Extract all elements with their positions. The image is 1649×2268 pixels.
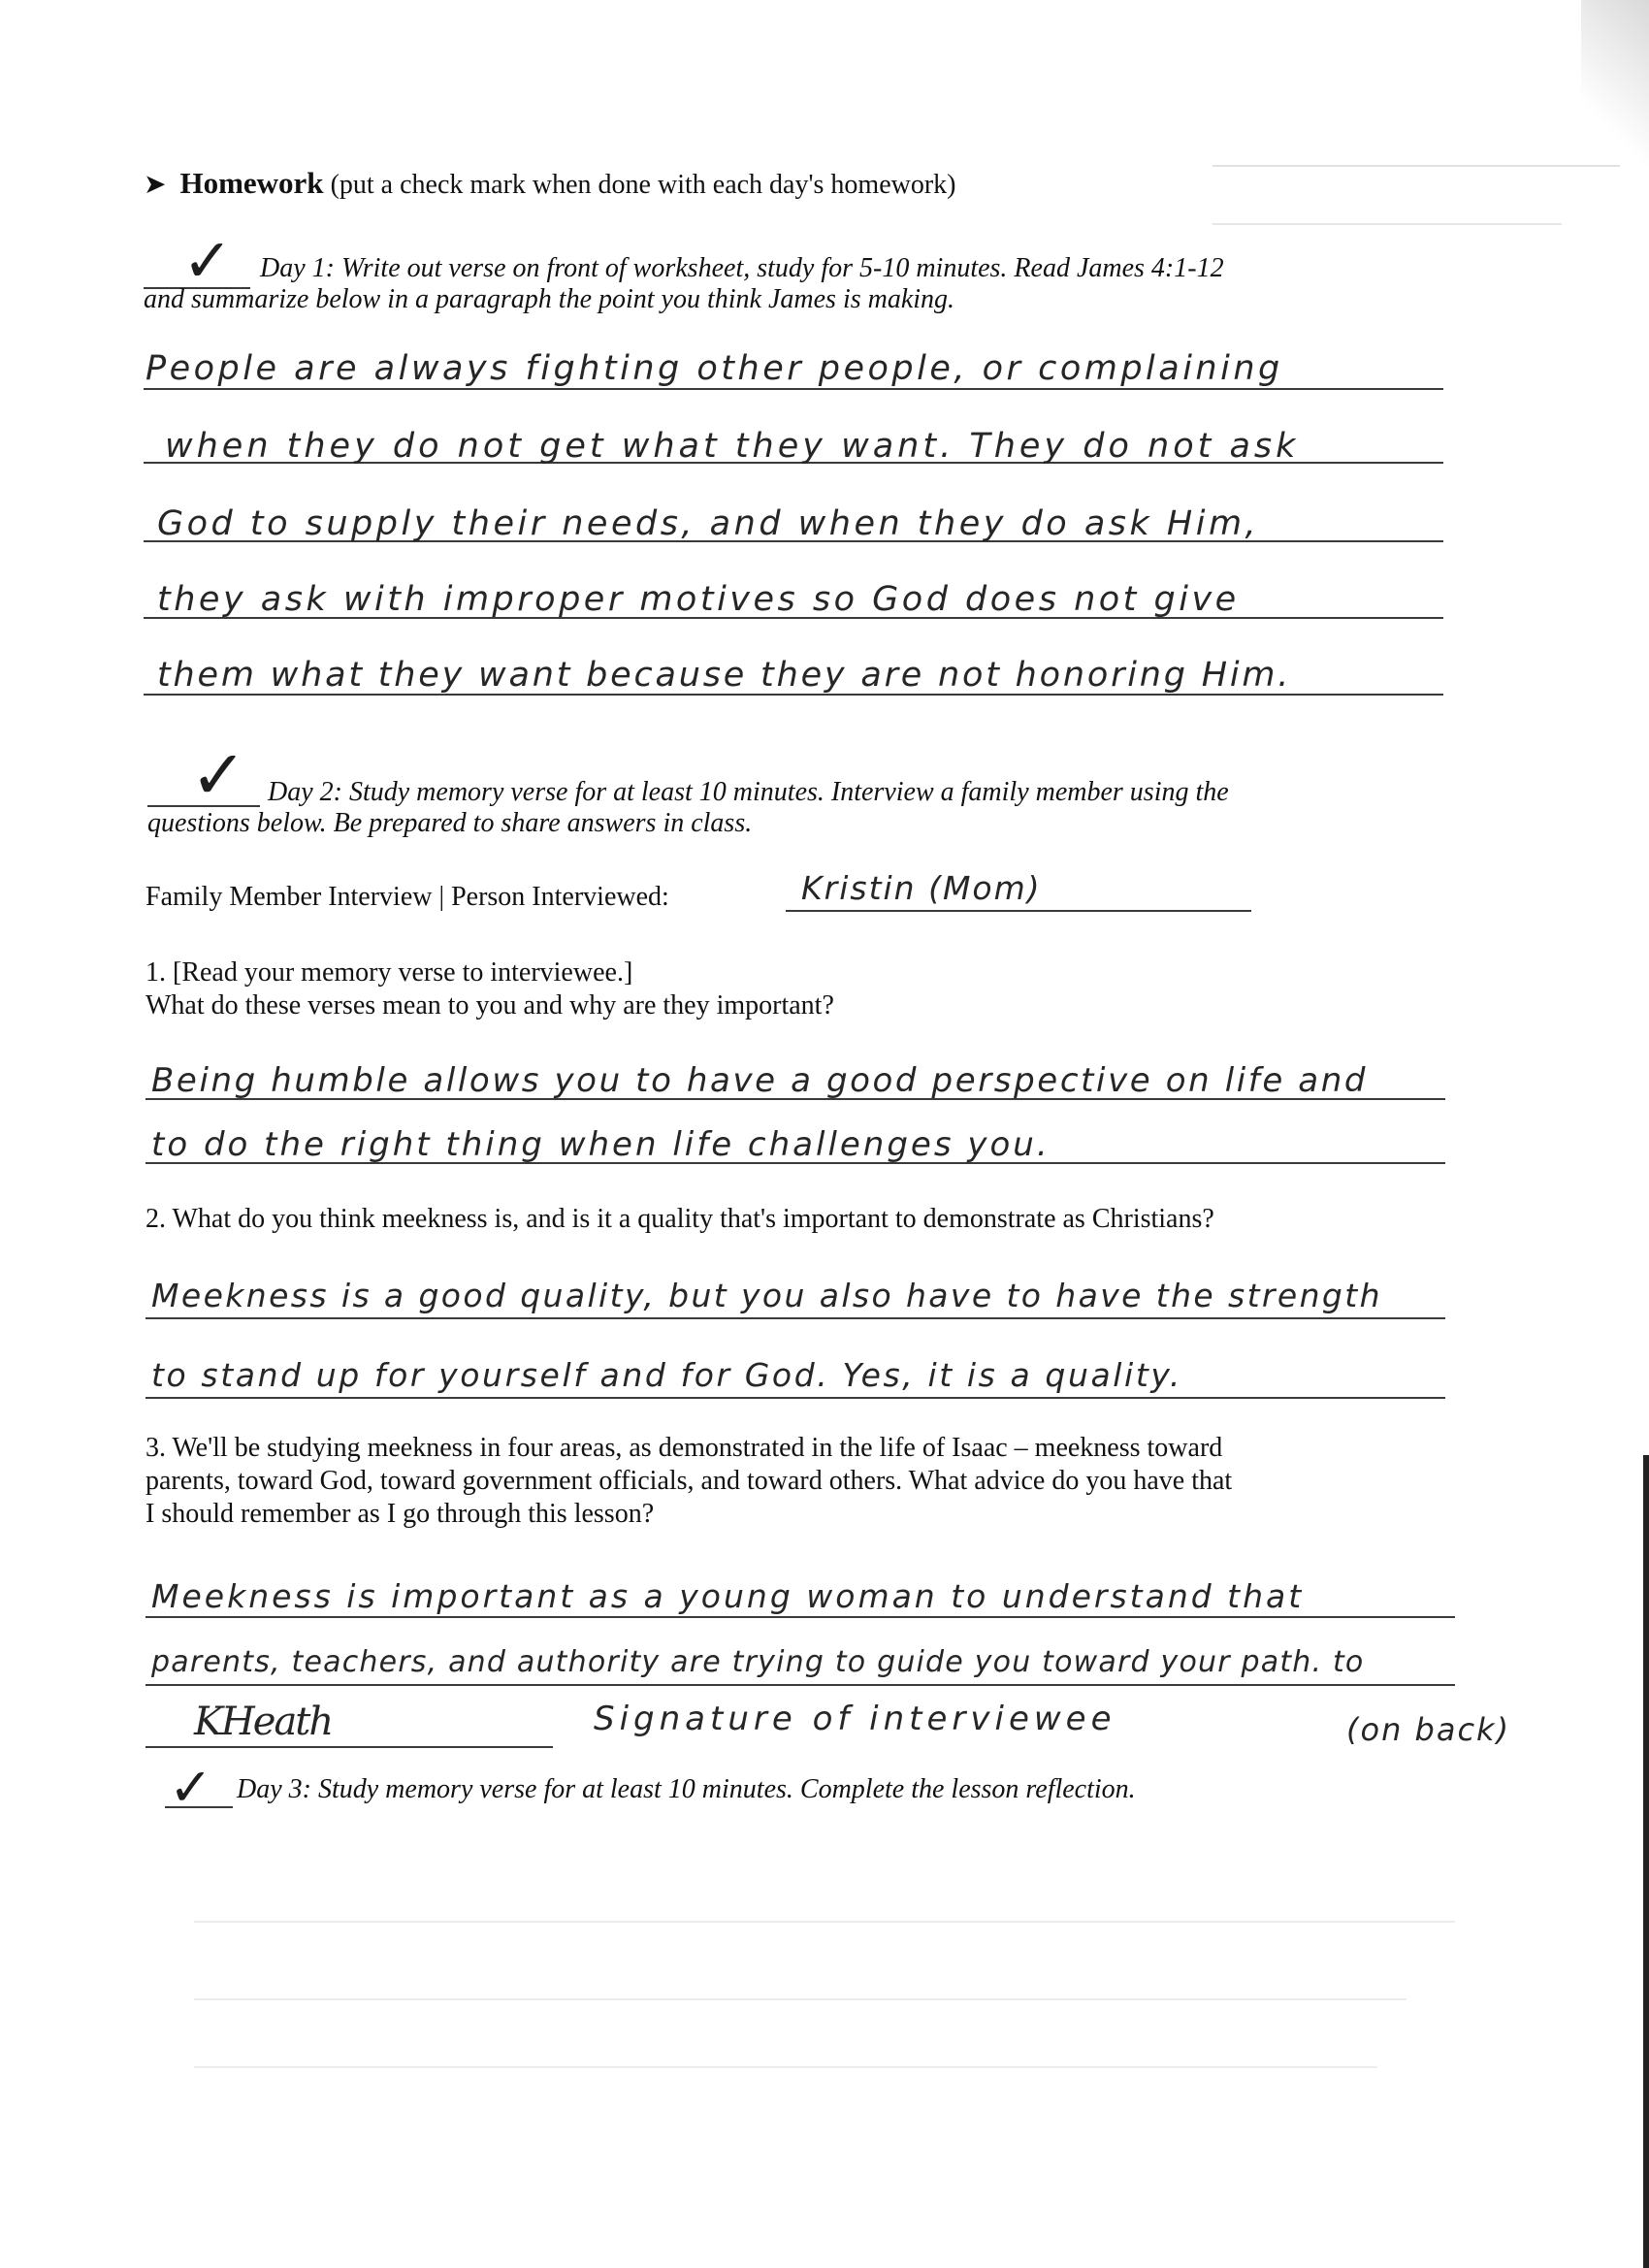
day1-answer-line-3: God to supply their needs, and when they do ask Him, (157, 504, 1260, 543)
day2-instructions-line1: Day 2: Study memory verse for at least 10 minutes. Interview a family member using the (268, 777, 1229, 807)
continued-on-back-note: (on back) (1346, 1711, 1511, 1748)
answer-line (144, 388, 1443, 390)
question-3-line2: parents, toward God, toward government officials, and toward others. What advice do you have that (146, 1466, 1233, 1496)
homework-header (144, 167, 956, 202)
interview-label: Family Member Interview | Person Interviewed: (146, 882, 669, 912)
homework-subtitle: (put a check mark when done with each day's homework) (330, 170, 956, 200)
question-3-line1: 3. We'll be studying meekness in four areas, as demonstrated in the life of Isaac – meekness toward (146, 1433, 1223, 1463)
interviewee-name: Kristin (Mom) (801, 869, 1042, 907)
bullet-arrow-icon: ➤ (144, 170, 167, 200)
interviewee-line (786, 910, 1251, 912)
question-1-line2: What do these verses mean to you and why are they important? (146, 990, 834, 1021)
question-2: 2. What do you think meekness is, and is it a quality that's important to demonstrate as Christians? (146, 1204, 1214, 1234)
answer-2-line-1: Meekness is a good quality, but you also have to have the strength (151, 1277, 1382, 1314)
answer-3-line-2: parents, teachers, and authority are trying to guide you toward your path. to (151, 1645, 1365, 1679)
day1-answer-line-2: when they do not get what they want. They do not ask (165, 427, 1300, 466)
question-3-line3: I should remember as I go through this lesson? (146, 1499, 655, 1529)
scan-edge (1643, 1455, 1649, 2268)
answer-3-line-1: Meekness is important as a young woman to understand that (151, 1577, 1305, 1615)
day1-answer-line-5: them what they want because they are not honoring Him. (157, 656, 1292, 695)
answer-line (146, 1317, 1445, 1319)
bleed-through-shape (194, 1998, 1406, 2000)
day3-instructions: Day 3: Study memory verse for at least 10 minutes. Complete the lesson reflection. (237, 1774, 1136, 1804)
interviewee-signature: KHeath (194, 1700, 333, 1744)
answer-line (146, 1616, 1455, 1618)
day2-check-icon: ✓ (190, 735, 247, 815)
page-corner-shadow (1581, 0, 1649, 175)
day2-instructions-line2: questions below. Be prepared to share answers in class. (147, 808, 753, 838)
question-1-text: 1. [Read your memory verse to interviewee.] (146, 957, 633, 988)
homework-title: Homework (179, 166, 324, 200)
answer-line (146, 1684, 1455, 1686)
bleed-through-shape (1212, 223, 1562, 225)
day1-answer-line-4: they ask with improper motives so God does not give (157, 580, 1240, 619)
answer-line (146, 1397, 1445, 1399)
day1-check-icon: ✓ (182, 225, 233, 296)
question-1-line1 (146, 956, 632, 989)
bleed-through-shape (194, 1921, 1455, 1923)
day1-instructions-line1: Day 1: Write out verse on front of worksheet, study for 5-10 minutes. Read James 4:1-12 (260, 253, 1224, 283)
day1-instructions-line2: and summarize below in a paragraph the point you think James is making. (144, 284, 955, 314)
bleed-through-shape (1212, 165, 1620, 167)
answer-2-line-2: to stand up for yourself and for God. Yes, it is a quality. (151, 1356, 1183, 1394)
day1-answer-line-1: People are always fighting other people, or complaining (146, 349, 1283, 388)
day3-check-icon: ✓ (169, 1757, 213, 1818)
signature-note: Signature of interviewee (594, 1700, 1116, 1738)
answer-1-line-2: to do the right thing when life challenges you. (151, 1125, 1051, 1164)
bleed-through-shape (194, 2066, 1377, 2068)
answer-1-line-1: Being humble allows you to have a good perspective on life and (151, 1061, 1369, 1100)
signature-line (146, 1746, 553, 1748)
